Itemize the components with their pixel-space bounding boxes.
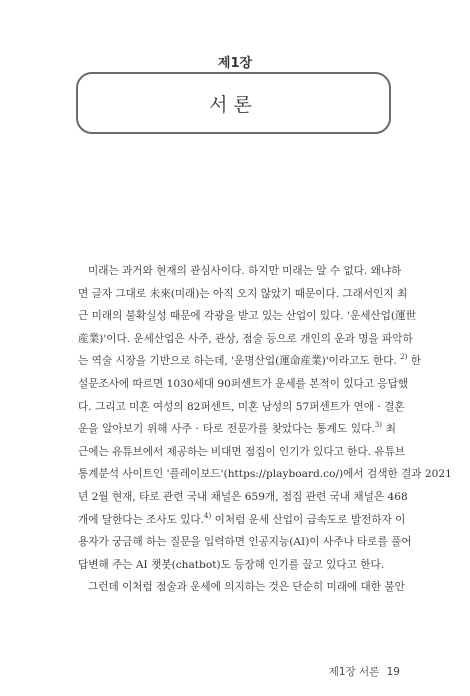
chapter-title: 서론: [209, 93, 258, 116]
body-line: 그런데 이처럼 점술과 운세에 의지하는 것은 단순히 미래에 대한 불안: [88, 581, 405, 594]
body-line: 년 2월 현재, 타로 관련 국내 채널은 659개, 점집 관련 국내 채널은 468: [78, 490, 408, 503]
page-number: 19: [386, 666, 400, 678]
chapter-label: 제1장: [217, 56, 253, 71]
body-text: [78, 260, 452, 599]
body-line: 용자가 궁금해 하는 질문을 입력하면 인공지능(AI)이 사주나 타로를 풀어: [78, 536, 412, 549]
body-line-text: 개에 달한다는 조사도 있다.: [78, 513, 205, 526]
body-line: 면 글자 그대로 未來(미래)는 아직 오지 않았기 때문이다. 그래서인지 최: [78, 287, 408, 300]
body-line: 근에는 유튜브에서 제공하는 비대면 점집이 인기가 있다고 한다. 유튜브: [78, 445, 406, 458]
body-line-text: 는 역술 시장을 기반으로 하는데, '운명산업(運命産業)'이라고도 한다.: [78, 355, 397, 368]
body-line-tail: 한: [410, 355, 421, 368]
body-line: [78, 418, 396, 441]
footnote-marker: 3): [374, 421, 382, 430]
body-line: [78, 509, 406, 532]
running-head: 제1장 서론: [328, 666, 380, 678]
body-line-tail: 이처럼 운세 산업이 급속도로 발전하자 이: [214, 513, 406, 526]
footnote-marker: 4): [204, 511, 212, 520]
body-line: 통계분석 사이트인 '플레이보드'(https://playboard.co/)에서 검색한 결과 2021: [78, 468, 452, 481]
body-line: 미래는 과거와 현재의 관심사이다. 하지만 미래는 알 수 없다. 왜냐하: [88, 265, 402, 277]
body-line: 産業)'이다. 운세산업은 사주, 관상, 점술 등으로 개인의 운과 명을 파악하: [78, 332, 413, 345]
body-line: [78, 350, 421, 373]
body-line-text: 운을 알아보기 위해 사주 · 타로 전문가를 찾았다는 통계도 있다.: [78, 423, 375, 436]
body-line: 다. 그리고 미혼 여성의 82퍼센트, 미혼 남성의 57퍼센트가 연애 · 결혼: [78, 400, 405, 413]
body-line-tail: 최: [385, 423, 396, 436]
page-footer: [325, 664, 400, 679]
chapter-title-box: [76, 72, 391, 134]
body-line: 답변해 주는 AI 챗봇(chatbot)도 등장해 인기를 끌고 있다고 한다.: [78, 558, 385, 571]
body-line: 설문조사에 따르면 1030세대 90퍼센트가 운세를 본적이 있다고 응답했: [78, 377, 409, 390]
body-line: 근 미래의 불확실성 때문에 각광을 받고 있는 산업이 있다. '운세산업(運世: [78, 310, 417, 323]
footnote-marker: 2): [400, 353, 408, 362]
